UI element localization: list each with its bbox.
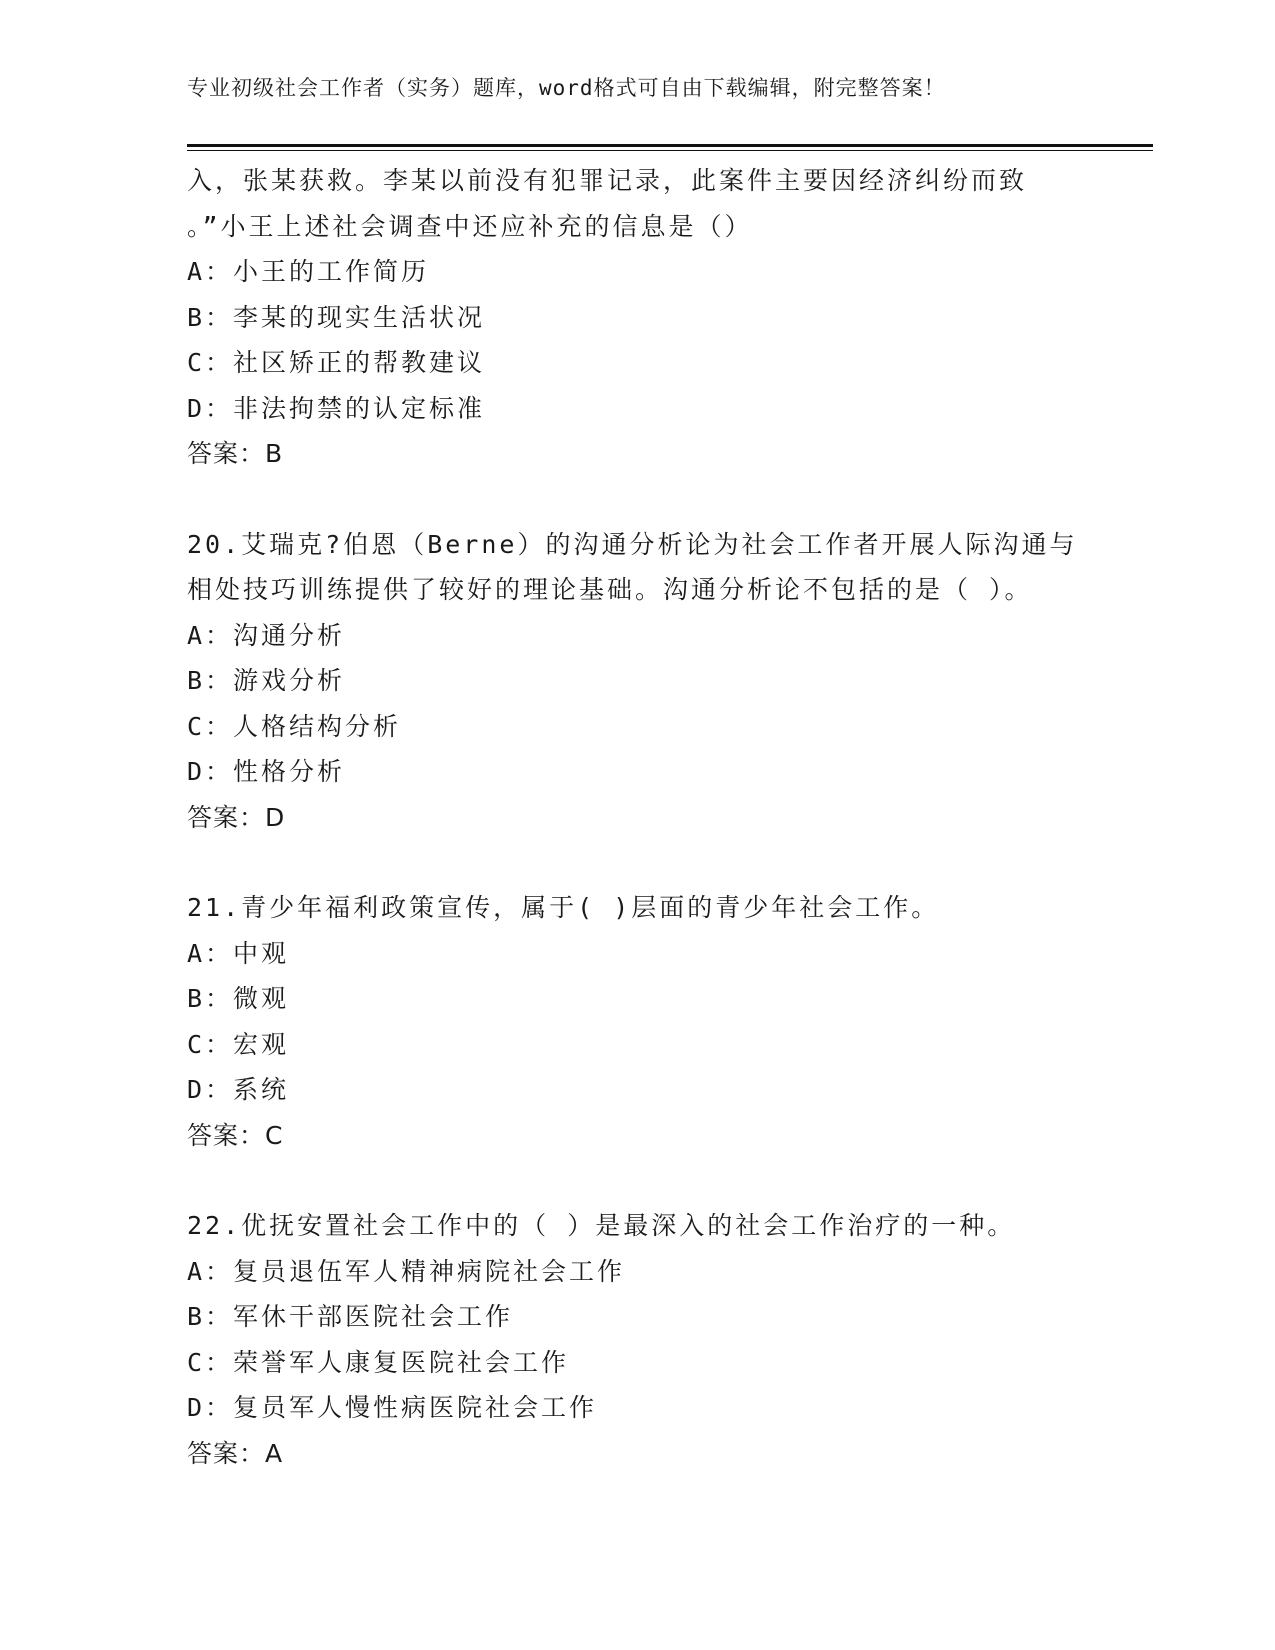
question-text-line: 相处技巧训练提供了较好的理论基础。沟通分析论不包括的是（ ）。 — [187, 575, 1033, 604]
question-block-19-continued — [187, 158, 1153, 477]
option-d: D：性格分析 — [187, 757, 346, 786]
answer-line: 答案：B — [187, 439, 284, 468]
option-a: A：小王的工作简历 — [187, 257, 430, 286]
answer-line: 答案：C — [187, 1120, 284, 1150]
question-block-22 — [187, 1203, 1153, 1476]
answer-line: 答案：D — [187, 802, 286, 832]
option-c: C：荣誉军人康复医院社会工作 — [187, 1347, 570, 1377]
option-c: C：社区矫正的帮教建议 — [187, 348, 486, 377]
option-b: B：微观 — [187, 984, 290, 1013]
block-spacer — [187, 1158, 1153, 1203]
option-c: C：宏观 — [187, 1029, 290, 1059]
option-b: B：游戏分析 — [187, 666, 346, 695]
question-text-line: 入，张某获救。李某以前没有犯罪记录，此案件主要因经济纠纷而致 — [187, 166, 1028, 195]
question-text-line: 20.艾瑞克?伯恩（Berne）的沟通分析论为社会工作者开展人际沟通与 — [187, 529, 1078, 559]
header-rule-thin — [187, 150, 1153, 151]
block-spacer — [187, 840, 1153, 885]
option-c: C：人格结构分析 — [187, 711, 402, 741]
question-block-21 — [187, 885, 1153, 1158]
block-spacer — [187, 477, 1153, 522]
answer-line: 答案：A — [187, 1438, 284, 1468]
option-a: A：复员退伍军人精神病院社会工作 — [187, 1256, 626, 1286]
question-list — [187, 158, 1153, 1476]
page-header: 专业初级社会工作者（实务）题库，word格式可自由下载编辑，附完整答案！ — [187, 76, 946, 100]
option-a: A：沟通分析 — [187, 620, 346, 650]
header-rule-thick — [187, 144, 1153, 147]
option-d: D：非法拘禁的认定标准 — [187, 393, 486, 423]
question-text-line: 22.优抚安置社会工作中的（ ）是最深入的社会工作治疗的一种。 — [187, 1211, 1016, 1240]
option-b: B：军休干部医院社会工作 — [187, 1302, 514, 1331]
option-b: B：李某的现实生活状况 — [187, 302, 486, 332]
option-d: D：系统 — [187, 1075, 290, 1104]
question-text-line: 21.青少年福利政策宣传，属于( )层面的青少年社会工作。 — [187, 893, 940, 922]
question-text-line: 。”小王上述社会调查中还应补充的信息是（） — [187, 211, 753, 241]
option-d: D：复员军人慢性病医院社会工作 — [187, 1393, 598, 1422]
question-block-20 — [187, 522, 1153, 841]
option-a: A：中观 — [187, 938, 290, 968]
